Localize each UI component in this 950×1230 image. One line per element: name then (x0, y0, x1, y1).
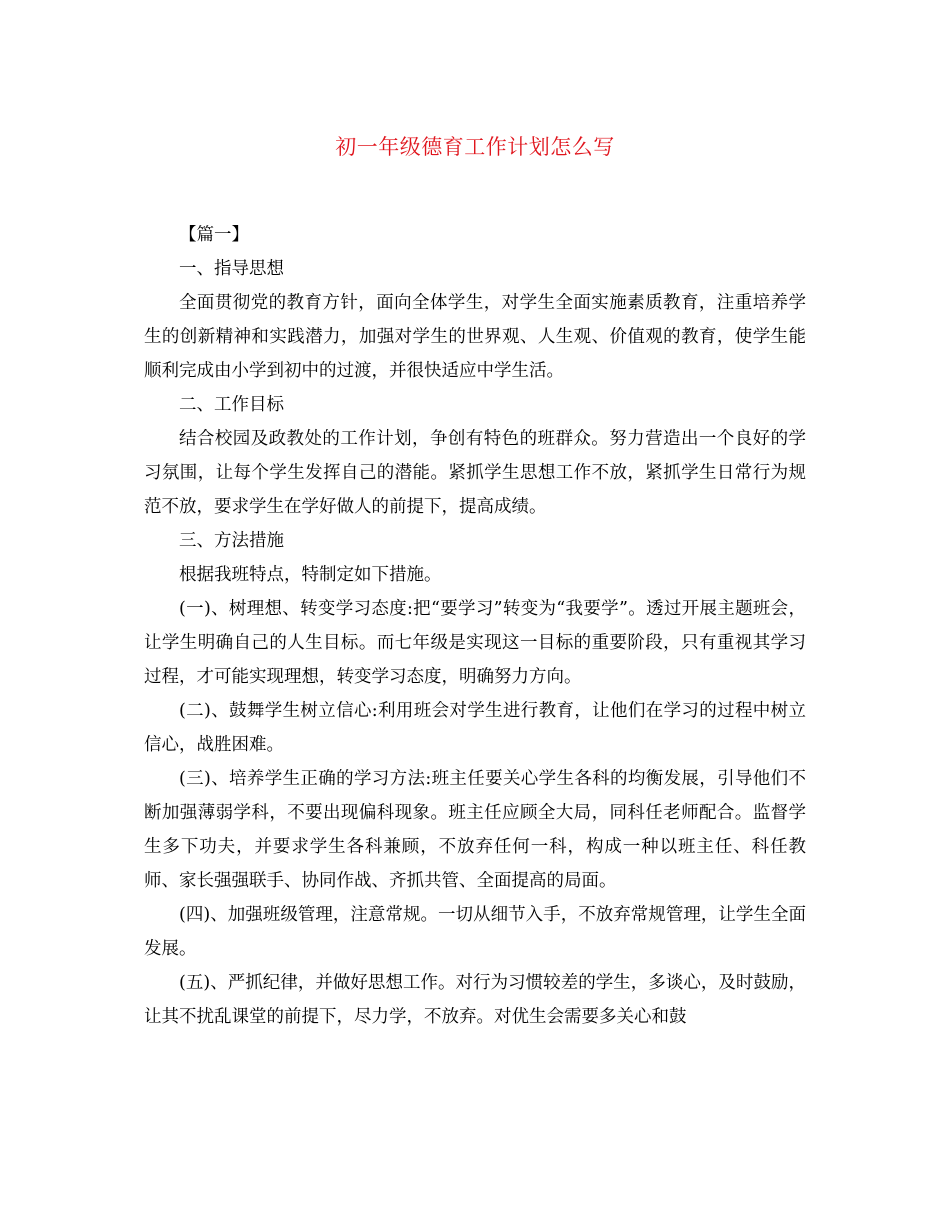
paragraph-methods-intro: 根据我班特点，特制定如下措施。 (179, 565, 442, 585)
section-label: 【篇一】 (179, 225, 249, 245)
heading-work-goals: 二、工作目标 (179, 395, 284, 415)
heading-methods: 三、方法措施 (179, 531, 284, 551)
paragraph-measure-1: (一)、树理想、转变学习态度:把“要学习”转变为“我要学”。透过开展主题班会，让学生明确自己的人生目标。而七年级是实现这一目标的重要阶段，只有重视其学习过程，才可能实现理想，转变学习态度，明确努力方向。 (144, 599, 806, 687)
paragraph-work-goals: 结合校园及政教处的工作计划，争创有特色的班群众。努力营造出一个良好的学习氛围，让每个学生发挥自己的潜能。紧抓学生思想工作不放，紧抓学生日常行为规范不放，要求学生在学好做人的前提下，提高成绩。 (144, 429, 806, 517)
paragraph-measure-5: (五)、严抓纪律，并做好思想工作。对行为习惯较差的学生，多谈心，及时鼓励，让其不扰乱课堂的前提下，尽力学，不放弃。对优生会需要多关心和鼓 (144, 973, 806, 1027)
document-body (144, 218, 806, 1034)
paragraph-measure-4: (四)、加强班级管理，注意常规。一切从细节入手，不放弃常规管理，让学生全面发展。 (144, 905, 806, 959)
paragraph-measure-2: (二)、鼓舞学生树立信心:利用班会对学生进行教育，让他们在学习的过程中树立信心，战胜困难。 (144, 701, 806, 755)
heading-guiding-thought: 一、指导思想 (179, 259, 284, 279)
paragraph-measure-3: (三)、培养学生正确的学习方法:班主任要关心学生各科的均衡发展，引导他们不断加强薄弱学科，不要出现偏科现象。班主任应顾全大局，同科任老师配合。监督学生多下功夫，并要求学生各科兼顾，不放弃任何一科，构成一种以班主任、科任教师、家长强强联手、协同作战、齐抓共管、全面提高的局面。 (144, 769, 806, 891)
paragraph-guiding-thought: 全面贯彻党的教育方针，面向全体学生，对学生全面实施素质教育，注重培养学生的创新精神和实践潜力，加强对学生的世界观、人生观、价值观的教育，使学生能顺利完成由小学到初中的过渡，并很快适应中学生活。 (144, 293, 806, 381)
document-title: 初一年级德育工作计划怎么写 (335, 135, 615, 159)
